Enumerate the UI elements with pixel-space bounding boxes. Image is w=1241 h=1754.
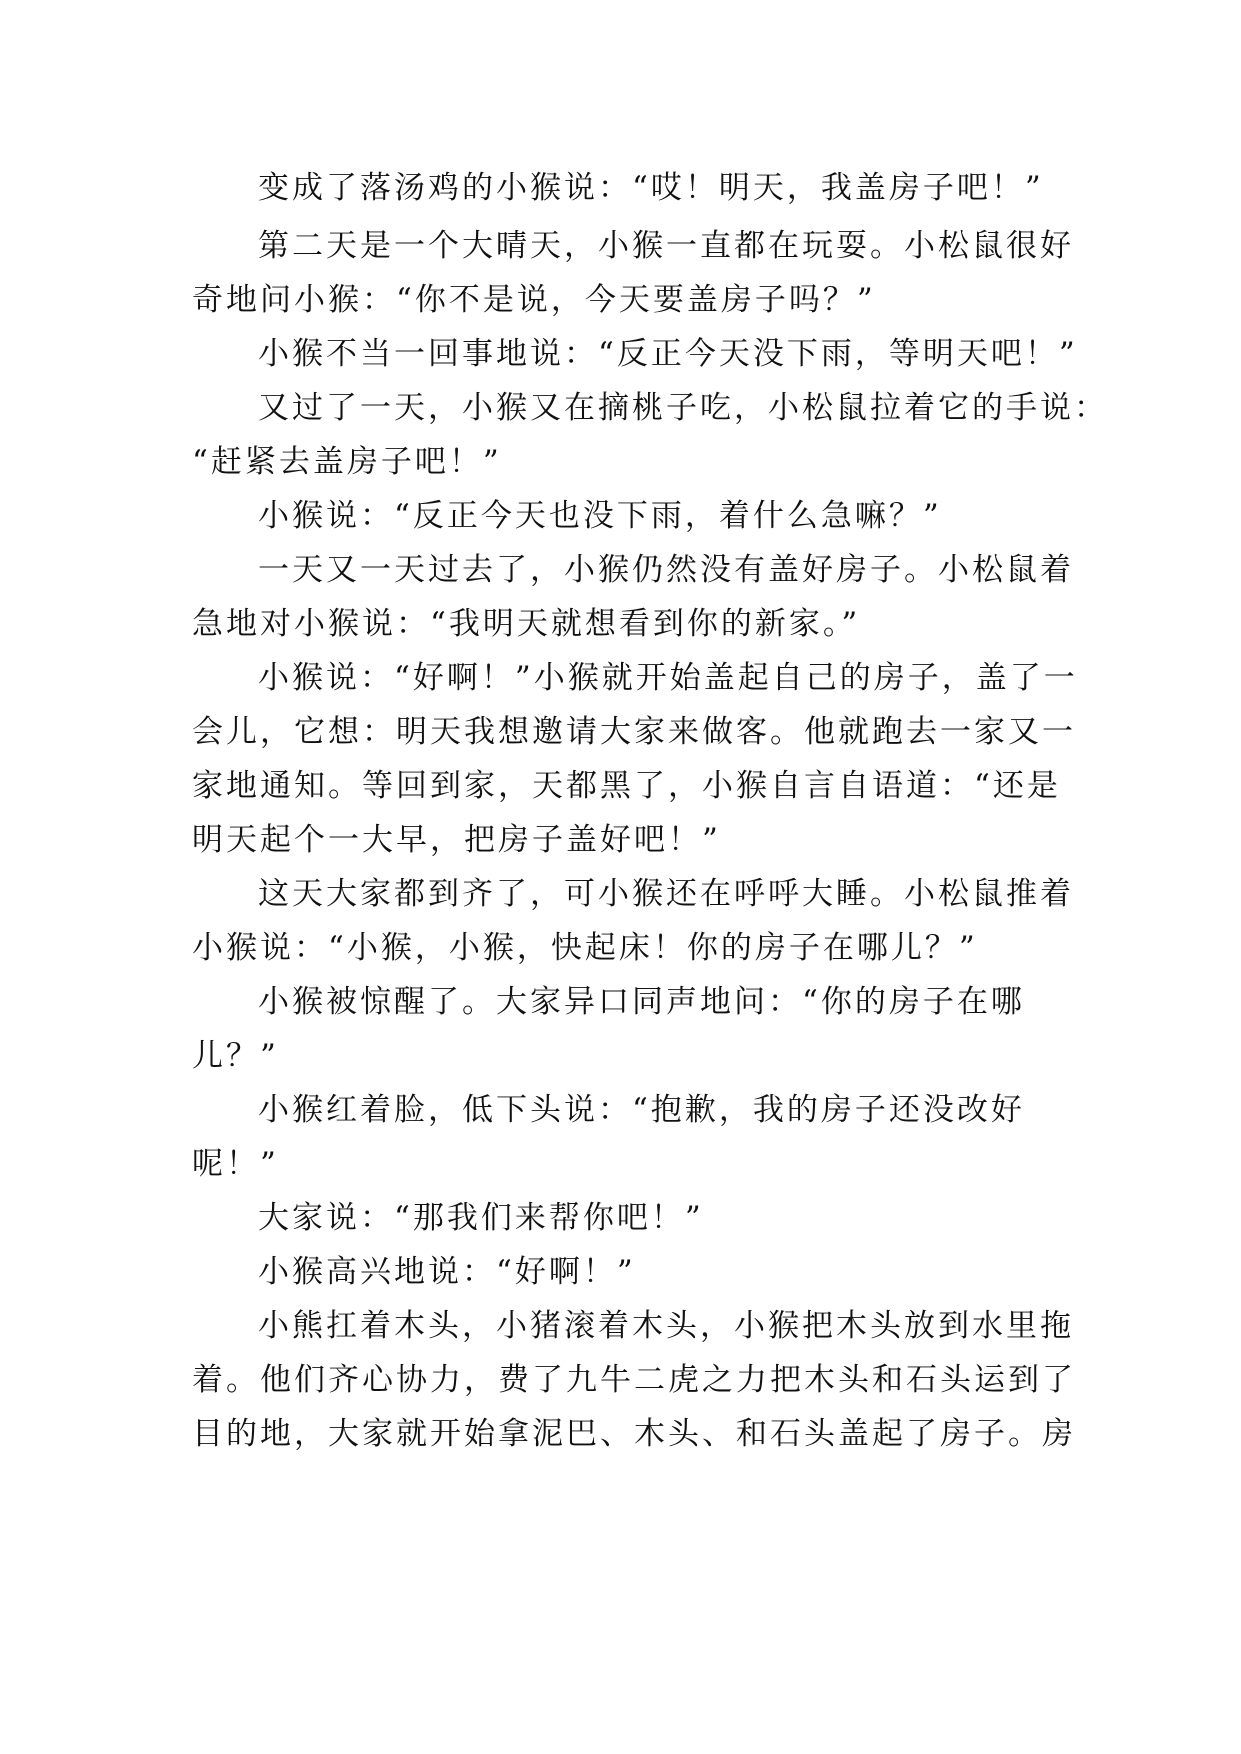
text-line: 小猴被惊醒了。大家异口同声地问：“你的房子在哪 [258, 984, 1025, 1020]
text-line: 会儿，它想：明天我想邀请大家来做客。他就跑去一家又一 [192, 714, 1076, 750]
text-line: 儿？” [192, 1038, 279, 1074]
text-line: 第二天是一个大晴天，小猴一直都在玩耍。小松鼠很好 [258, 228, 1074, 264]
text-line: 奇地问小猴：“你不是说，今天要盖房子吗？” [192, 282, 876, 318]
text-line: 急地对小猴说：“我明天就想看到你的新家。” [192, 606, 861, 642]
text-line: 着。他们齐心协力，费了九牛二虎之力把木头和石头运到了 [192, 1362, 1076, 1398]
text-line: 家地通知。等回到家，天都黑了，小猴自言自语道：“还是 [192, 768, 1061, 804]
text-line: 小猴不当一回事地说：“反正今天没下雨，等明天吧！” [258, 336, 1078, 372]
text-line: “赶紧去盖房子吧！” [192, 444, 502, 480]
text-line: 这天大家都到齐了，可小猴还在呼呼大睡。小松鼠推着 [258, 876, 1074, 912]
text-line: 又过了一天，小猴又在摘桃子吃，小松鼠拉着它的手说： [258, 390, 1108, 426]
text-line: 小猴红着脸，低下头说：“抱歉，我的房子还没改好 [258, 1092, 1025, 1128]
text-line: 小猴说：“好啊！”小猴就开始盖起自己的房子，盖了一 [258, 660, 1078, 696]
text-line: 小猴说：“反正今天也没下雨，着什么急嘛？” [258, 498, 942, 534]
text-line: 大家说：“那我们来帮你吧！” [258, 1200, 704, 1236]
text-line: 变成了落汤鸡的小猴说：“哎！明天，我盖房子吧！” [258, 170, 1044, 206]
text-line: 小猴说：“小猴，小猴，快起床！你的房子在哪儿？” [192, 930, 978, 966]
text-line: 小熊扛着木头，小猪滚着木头，小猴把木头放到水里拖 [258, 1308, 1074, 1344]
text-line: 小猴高兴地说：“好啊！” [258, 1254, 636, 1290]
text-line: 目的地，大家就开始拿泥巴、木头、和石头盖起了房子。房 [192, 1416, 1076, 1452]
text-line: 一天又一天过去了，小猴仍然没有盖好房子。小松鼠着 [258, 552, 1074, 588]
text-line: 明天起个一大早，把房子盖好吧！” [192, 822, 721, 858]
text-line: 呢！” [192, 1146, 279, 1182]
